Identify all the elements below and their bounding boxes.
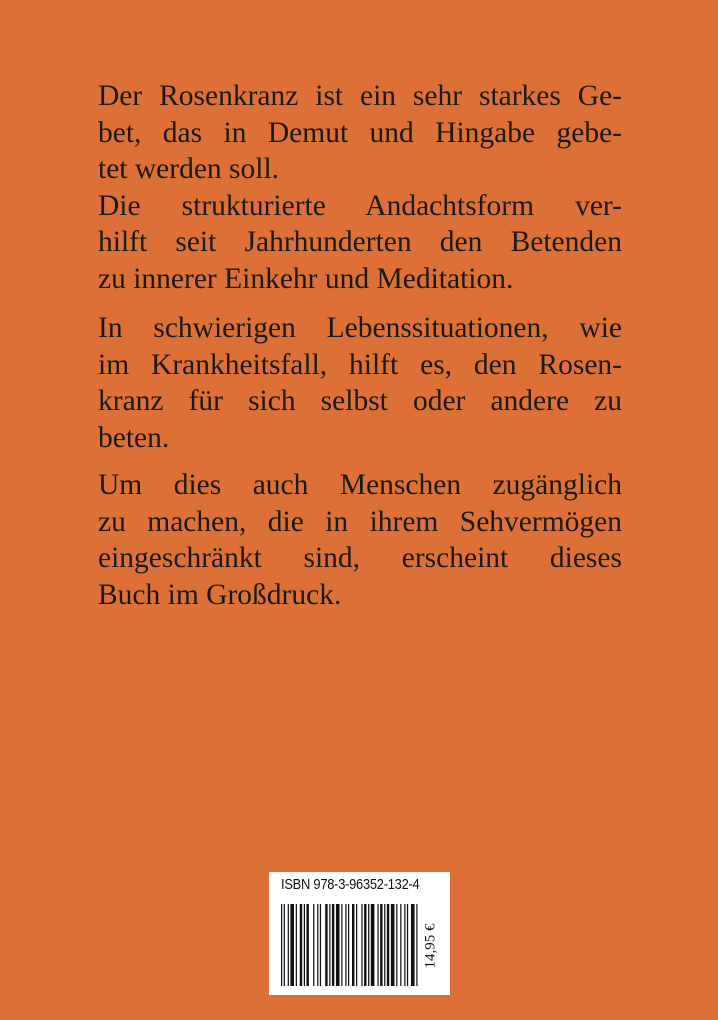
barcode-bar	[380, 904, 382, 986]
text-line: Buch im Großdruck.	[98, 578, 342, 611]
text-line: zu innerer Einkehr und Meditation.	[98, 262, 514, 295]
price-value: 14,95 €	[422, 923, 439, 969]
barcode-bar	[404, 904, 405, 986]
text-line: tet werden soll.	[98, 153, 280, 186]
barcode-bar	[356, 904, 357, 986]
text-line: Um dies auch Menschen zugänglich	[98, 469, 622, 501]
barcode-bar	[396, 904, 397, 986]
barcode-bar	[304, 904, 305, 986]
text-line: bet, das in Demut und Hingabe gebe-	[98, 116, 622, 149]
barcode-bar	[317, 904, 318, 986]
barcode-bar	[290, 904, 294, 986]
barcode-bar	[281, 904, 282, 986]
text-line: In schwierigen Lebenssituationen, wie	[98, 312, 622, 344]
price-label	[419, 906, 443, 986]
barcode-bar	[313, 904, 314, 986]
barcode-bar	[371, 904, 375, 986]
barcode-bar	[352, 904, 354, 986]
barcode-box	[269, 872, 450, 995]
text-line: Der Rosenkranz ist ein sehr starkes Ge-	[98, 80, 622, 112]
barcode-bar	[306, 904, 308, 986]
barcode-bar	[336, 904, 340, 986]
barcode-bar	[387, 904, 389, 986]
barcode-bar	[348, 904, 349, 986]
isbn-number: ISBN 978-3-96352-132-4	[281, 876, 420, 893]
intro-paragraph	[98, 78, 622, 298]
barcode-bar	[332, 904, 334, 986]
barcode-bar	[364, 904, 366, 986]
large-print-paragraph	[98, 467, 622, 613]
text-line: kranz für sich selbst oder andere zu	[98, 385, 622, 418]
text-line: im Krankheitsfall, hilft es, den Rosen-	[98, 348, 622, 381]
text-line: hilft seit Jahrhunderten den Betenden	[98, 226, 622, 259]
barcode-bar	[384, 904, 385, 986]
barcode-bar	[288, 904, 289, 986]
barcode-bar	[329, 904, 330, 986]
barcode-bar	[300, 904, 302, 986]
barcode-bar	[296, 904, 297, 986]
barcode-bar	[391, 904, 395, 986]
text-line: beten.	[98, 421, 170, 454]
barcode-bar	[325, 904, 327, 986]
barcode-bar	[377, 904, 378, 986]
barcode-bar	[341, 904, 342, 986]
text-line: zu machen, die in ihrem Sehvermögen	[98, 505, 622, 538]
barcode-bar	[345, 904, 346, 986]
situations-paragraph	[98, 310, 622, 456]
barcode-bar	[407, 904, 408, 986]
barcode-bar	[411, 904, 415, 986]
barcode-bar	[400, 904, 401, 986]
barcode-bar	[368, 904, 369, 986]
barcode-bar	[320, 904, 321, 986]
barcode-bar	[416, 904, 417, 986]
text-line: eingeschränkt sind, erscheint dieses	[98, 542, 622, 575]
barcode-bar	[361, 904, 362, 986]
barcode-icon	[281, 904, 419, 986]
barcode-bar	[284, 904, 285, 986]
text-line: Die strukturierte Andachtsform ver-	[98, 189, 622, 222]
